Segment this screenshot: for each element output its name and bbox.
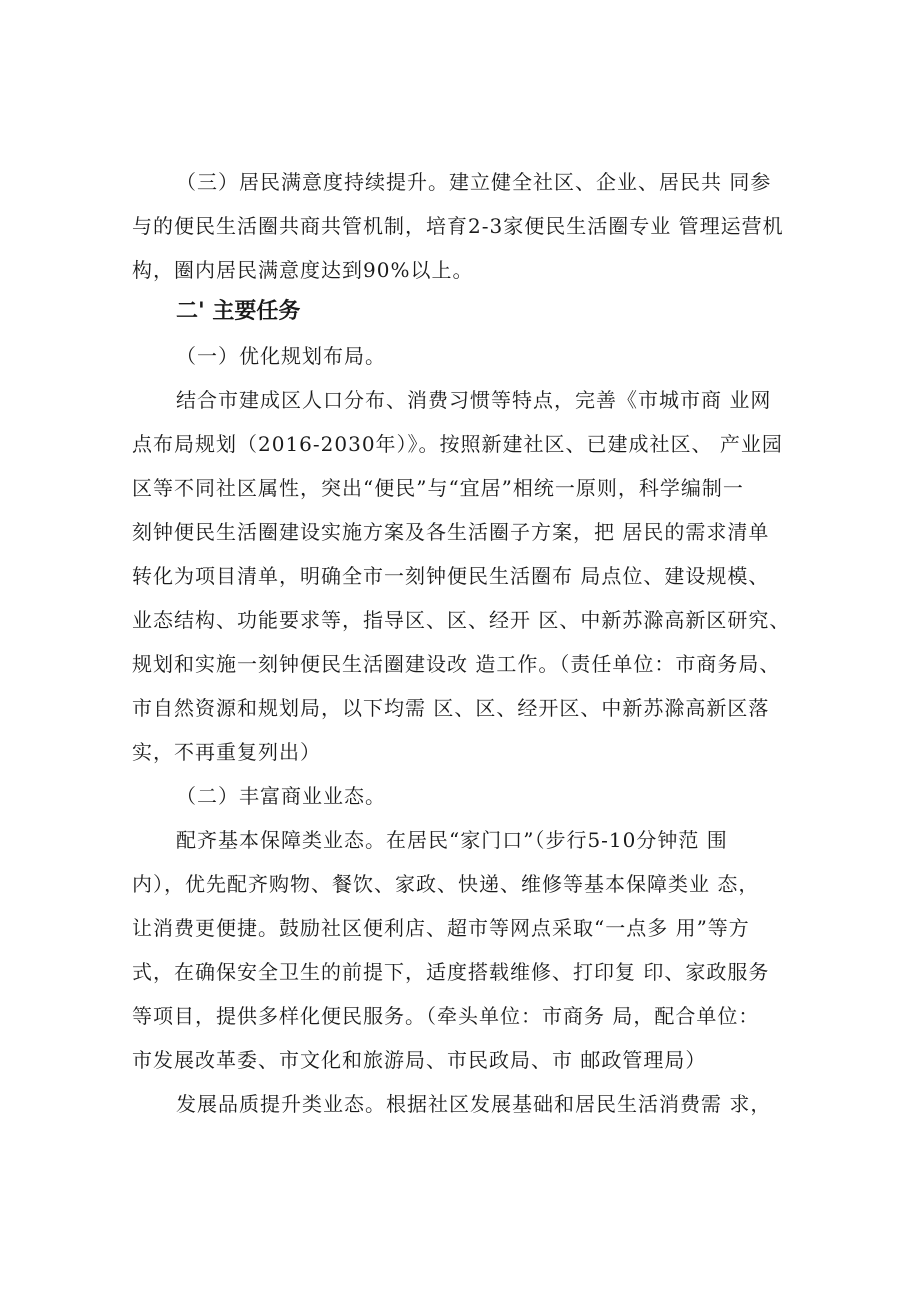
sub1-line-6: 业态结构、功能要求等，指导区、区、经开 区、中新苏滁高新区研究、: [132, 608, 791, 632]
sub1-line-8: 市自然资源和规划局，以下均需 区、区、经开区、中新苏滁高新区落: [132, 696, 770, 720]
sub2-p1-line-1: 配齐基本保障类业态。在居民“家门口”（步行5-10分钟范 围: [176, 828, 728, 852]
section3-line-2: 与的便民生活圈共商共管机制，培育2-3家便民生活圈专业 管理运营机: [132, 214, 784, 238]
section3-line-3: 构，圈内居民满意度达到90%以上。: [132, 258, 474, 282]
sub2-p1-line-3: 让消费更便捷。鼓励社区便利店、超市等网点采取“一点多 用”等方: [132, 916, 750, 940]
sub2-p1-line-4: 式，在确保安全卫生的前提下，适度搭载维修、打印复 印、家政服务: [132, 960, 770, 984]
sub2-p2-line-1: 发展品质提升类业态。根据社区发展基础和居民生活消费需 求，: [176, 1092, 772, 1116]
heading-main-tasks: 二' 主要任务: [176, 299, 301, 324]
sub1-title: （一）优化规划布局。: [176, 344, 386, 368]
sub1-line-4: 刻钟便民生活圈建设实施方案及各生活圈子方案，把 居民的需求清单: [132, 520, 770, 544]
sub2-title: （二）丰富商业业态。: [176, 784, 386, 808]
sub1-line-1: 结合市建成区人口分布、消费习惯等特点，完善《市城市商 业网: [176, 388, 772, 412]
sub1-line-9: 实，不再重复列出）: [132, 740, 321, 764]
sub1-line-2: 点布局规划（2016-2030年）》。按照新建社区、已建成社区、 产业园: [132, 432, 783, 456]
sub1-line-7: 规划和实施一刻钟便民生活圈建设改 造工作。（责任单位：市商务局、: [132, 652, 781, 676]
sub1-line-5: 转化为项目清单，明确全市一刻钟便民生活圈布 局点位、建设规模、: [132, 564, 770, 588]
sub1-line-3: 区等不同社区属性，突出“便民”与“宜居”相统一原则，科学编制一: [132, 476, 744, 500]
section3-line-1: （三）居民满意度持续提升。建立健全社区、企业、居民共 同参: [176, 170, 772, 194]
sub2-p1-line-2: 内），优先配齐购物、餐饮、家政、快递、维修等基本保障类业 态，: [132, 872, 760, 896]
sub2-p1-line-5: 等项目，提供多样化便民服务。（牵头单位：市商务 局，配合单位：: [132, 1004, 760, 1028]
sub2-p1-line-6: 市发展改革委、市文化和旅游局、市民政局、市 邮政管理局）: [132, 1048, 707, 1072]
